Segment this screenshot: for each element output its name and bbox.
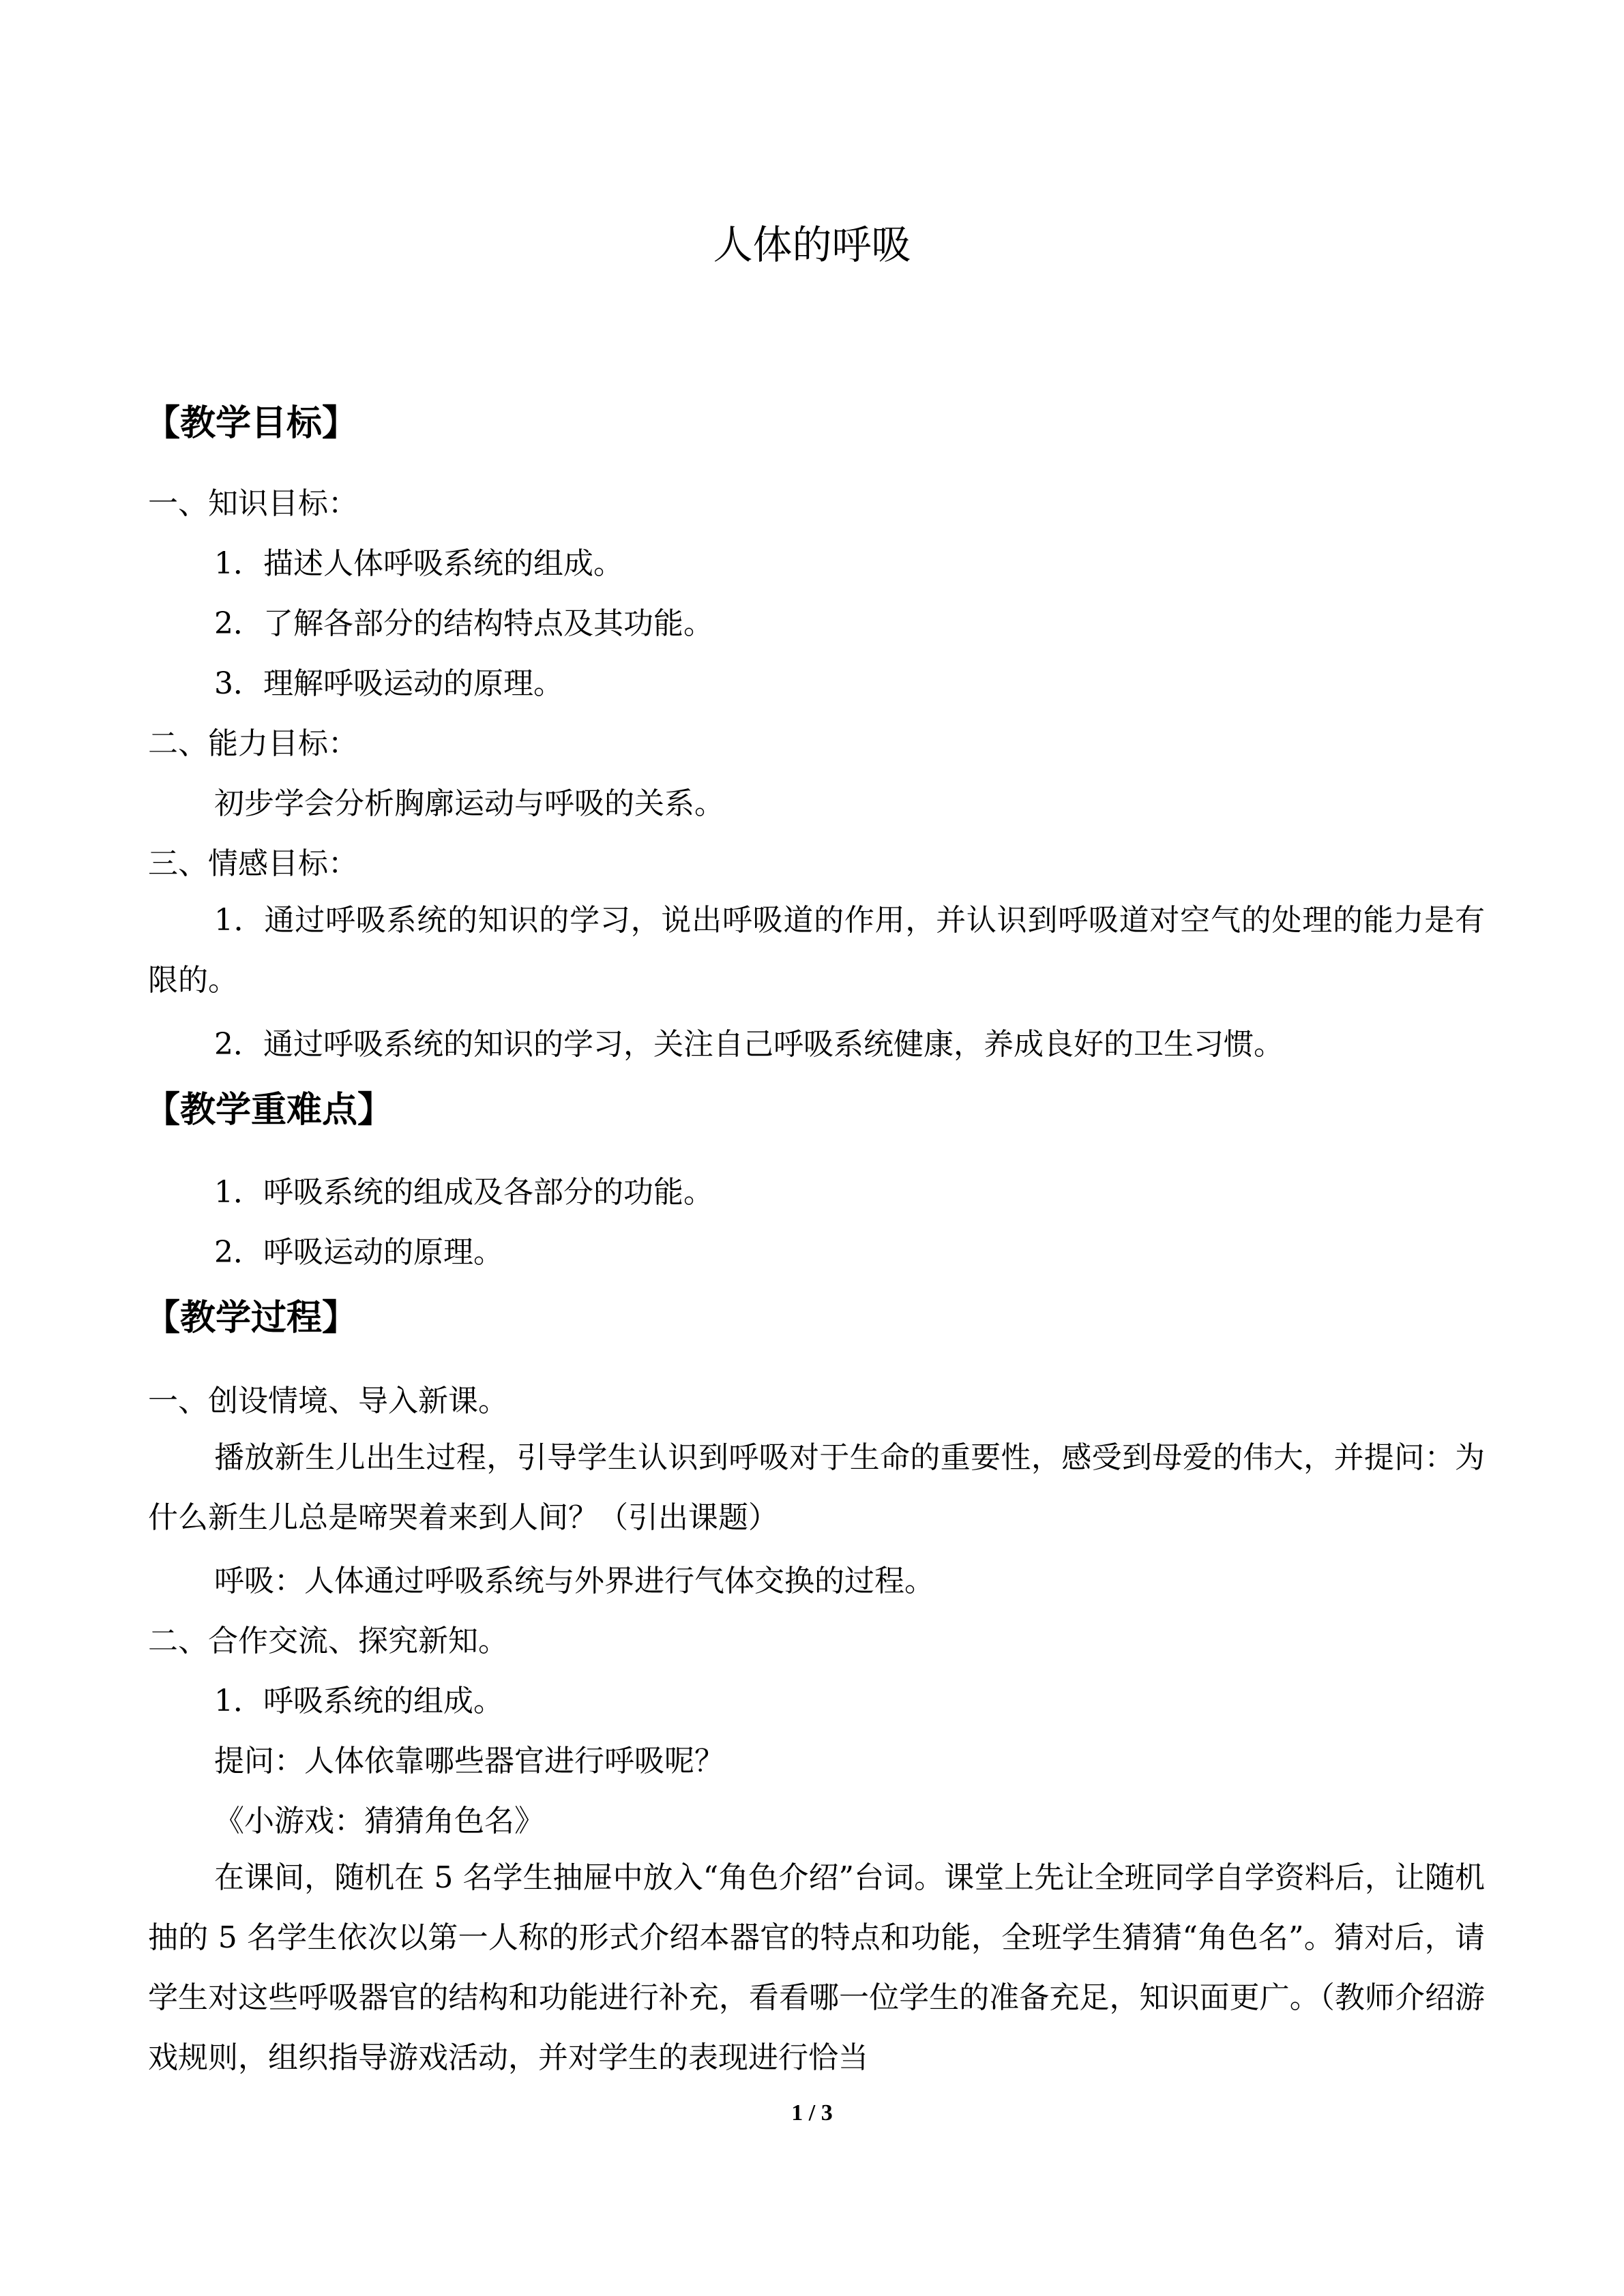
knowledge-goal-item: 1．描述人体呼吸系统的组成。 — [214, 546, 623, 581]
keypoint-item: 1．呼吸系统的组成及各部分的功能。 — [214, 1175, 713, 1210]
knowledge-goal-item: 3．理解呼吸运动的原理。 — [214, 666, 563, 701]
ability-goals-label: 二、能力目标： — [148, 726, 358, 761]
section-heading-keypoints: 【教学重难点】 — [145, 1090, 394, 1131]
keypoint-item: 2．呼吸运动的原理。 — [214, 1235, 503, 1270]
document-title: 人体的呼吸 — [713, 222, 911, 268]
ability-goal-text: 初步学会分析胸廓运动与呼吸的关系。 — [214, 786, 724, 821]
process-step-label: 一、创设情境、导入新课。 — [148, 1384, 508, 1418]
process-step-label: 二、合作交流、探究新知。 — [148, 1624, 508, 1658]
knowledge-goal-item: 2．了解各部分的结构特点及其功能。 — [214, 606, 713, 641]
section-heading-process: 【教学过程】 — [145, 1298, 358, 1339]
process-subheading: 1．呼吸系统的组成。 — [214, 1684, 503, 1718]
process-paragraph: 在课间，随机在 5 名学生抽屉中放入“角色介绍”台词。课堂上先让全班同学自学资料后，让随机抽的 5 名学生依次以第一人称的形式介绍本器官的特点和功能，全班学生猜猜“角色名”。猜对后，请学生对这些呼吸器官的结构和功能进行补充，看看哪一位学生的准备充足，知识面更广。（教师介绍游戏规则，组织指导游戏活动，并对学生的表现进行恰当 — [148, 1860, 1485, 2075]
process-paragraph: 播放新生儿出生过程，引导学生认识到呼吸对于生命的重要性，感受到母爱的伟大，并提问：为什么新生儿总是啼哭着来到人间？（引出课题） — [148, 1440, 1485, 1535]
emotion-goal-item: 2．通过呼吸系统的知识的学习，关注自己呼吸系统健康，养成良好的卫生习惯。 — [214, 1027, 1284, 1062]
emotion-goal-item: 1．通过呼吸系统的知识的学习，说出呼吸道的作用，并认识到呼吸道对空气的处理的能力是有限的。 — [148, 903, 1485, 998]
process-game-title: 《小游戏：猜猜角色名》 — [214, 1804, 544, 1838]
process-question: 提问：人体依靠哪些器官进行呼吸呢？ — [214, 1744, 724, 1778]
emotion-goals-label: 三、情感目标： — [148, 846, 358, 881]
page-number: 1 / 3 — [791, 2100, 833, 2126]
process-paragraph: 呼吸：人体通过呼吸系统与外界进行气体交换的过程。 — [214, 1564, 934, 1598]
knowledge-goals-label: 一、知识目标： — [148, 486, 358, 521]
section-heading-goals: 【教学目标】 — [145, 403, 358, 444]
